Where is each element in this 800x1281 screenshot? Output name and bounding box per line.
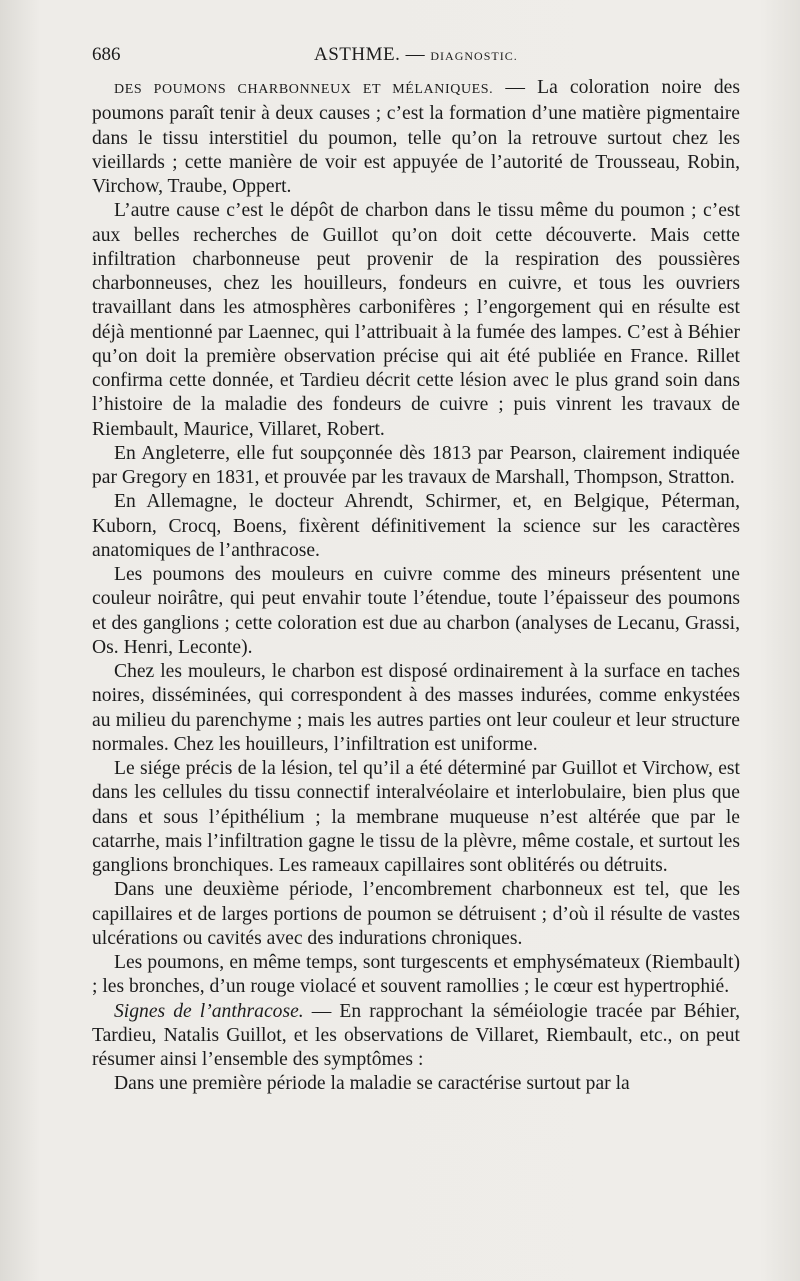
running-title-sub: DIAGNOSTIC.	[430, 49, 518, 63]
paragraph-1	[92, 76, 740, 199]
paragraph-3: En Angleterre, elle fut soupçonnée dès 1813 par Pearson, clairement indiquée par Gregory en 1831, et prouvée par les travaux de Marshall, Thompson, Stratton.	[92, 442, 740, 488]
paragraph-9: Les poumons, en même temps, sont turgescents et emphysémateux (Riembault) ; les bronches, d’un rouge violacé et souvent ramollies ; le cœur est hypertrophié.	[92, 952, 740, 998]
paragraph-8: Dans une deuxième période, l’encombrement charbonneux est tel, que les capillaires et de larges portions de poumon se détruisent ; d’où il résulte de vastes ulcérations ou cavités avec des indurations chroniques.	[92, 879, 740, 949]
paragraph-text: — La coloration noire des poumons paraît tenir à deux causes ; c’est la formation d’une matière pigmentaire dans le tissu interstitiel du poumon, telle qu’on la retrouve surtout chez les vieillards ; cette manière de voir est appuyée de l’autorité de Trousseau, Robin, Virchow, Traube, Oppert.	[92, 77, 740, 197]
running-title-main: ASTHME.	[314, 44, 401, 65]
page-number: 686	[92, 44, 121, 65]
paragraph-11: Dans une première période la maladie se caractérise surtout par la	[114, 1073, 630, 1095]
paragraph-5: Les poumons des mouleurs en cuivre comme des mineurs présentent une couleur noirâtre, qui peut envahir toute l’étendue, toute l’épaisseur des poumons et des ganglions ; cette coloration est due au charbon (analyses de Lecanu, Grassi, Os. Henri, Leconte).	[92, 564, 740, 658]
running-title-separator: —	[400, 44, 431, 65]
paragraph-10	[92, 1000, 740, 1073]
body-text	[92, 76, 740, 1097]
running-title	[314, 44, 518, 66]
running-header	[92, 44, 740, 74]
paragraph-6: Chez les mouleurs, le charbon est disposé ordinairement à la surface en taches noires, disséminées, qui correspondent à des masses indurées, comme enkystées au milieu du parenchyme ; mais les autres parties ont leur couleur et leur structure normales. Chez les houilleurs, l’infiltration est uniforme.	[92, 661, 740, 755]
paragraph-7: Le siége précis de la lésion, tel qu’il a été déterminé par Guillot et Virchow, est dans les cellules du tissu connectif interalvéolaire et interlobulaire, bien plus que dans et sous l’épithélium ; la membrane muqueuse n’est altérée que par le catarrhe, mais l’infiltration gagne le tissu de la plèvre, même costale, et surtout les ganglions bronchiques. Les rameaux capillaires sont oblitérés ou détruits.	[92, 758, 740, 876]
subsection-heading: Signes de l’anthracose.	[114, 1000, 304, 1022]
paragraph-4: En Allemagne, le docteur Ahrendt, Schirmer, et, en Belgique, Péterman, Kuborn, Crocq, Boens, fixèrent définitivement la science sur les caractères anatomiques de l’anthracose.	[92, 491, 740, 561]
paragraph-2: L’autre cause c’est le dépôt de charbon dans le tissu même du poumon ; c’est aux belles recherches de Guillot qu’on doit cette découverte. Mais cette infiltration charbonneuse peut provenir de la respiration des poussières charbonneuses, chez les houilleurs, fondeurs en cuivre, et tous les ouvriers travaillant dans les atmosphères carbonifères ; l’engorgement qui en résulte est déjà mentionné par Laennec, qui l’attribuait à la fumée des lampes. C’est à Béhier qu’on doit la première observation précise qui ait été publiée en France. Rillet confirma cette donnée, et Tardieu décrit cette lésion avec le plus grand soin dans l’histoire de la maladie des fondeurs de cuivre ; puis vinrent les travaux de Riembault, Maurice, Villaret, Robert.	[92, 200, 740, 440]
paragraph-text: — En rapprochant la séméiologie tracée par Béhier, Tardieu, Natalis Guillot, et les observations de Villaret, Riembault, etc., on peut résumer ainsi l’ensemble des symptômes :	[92, 1000, 740, 1070]
section-heading: DES POUMONS CHARBONNEUX ET MÉLANIQUES.	[114, 82, 494, 97]
